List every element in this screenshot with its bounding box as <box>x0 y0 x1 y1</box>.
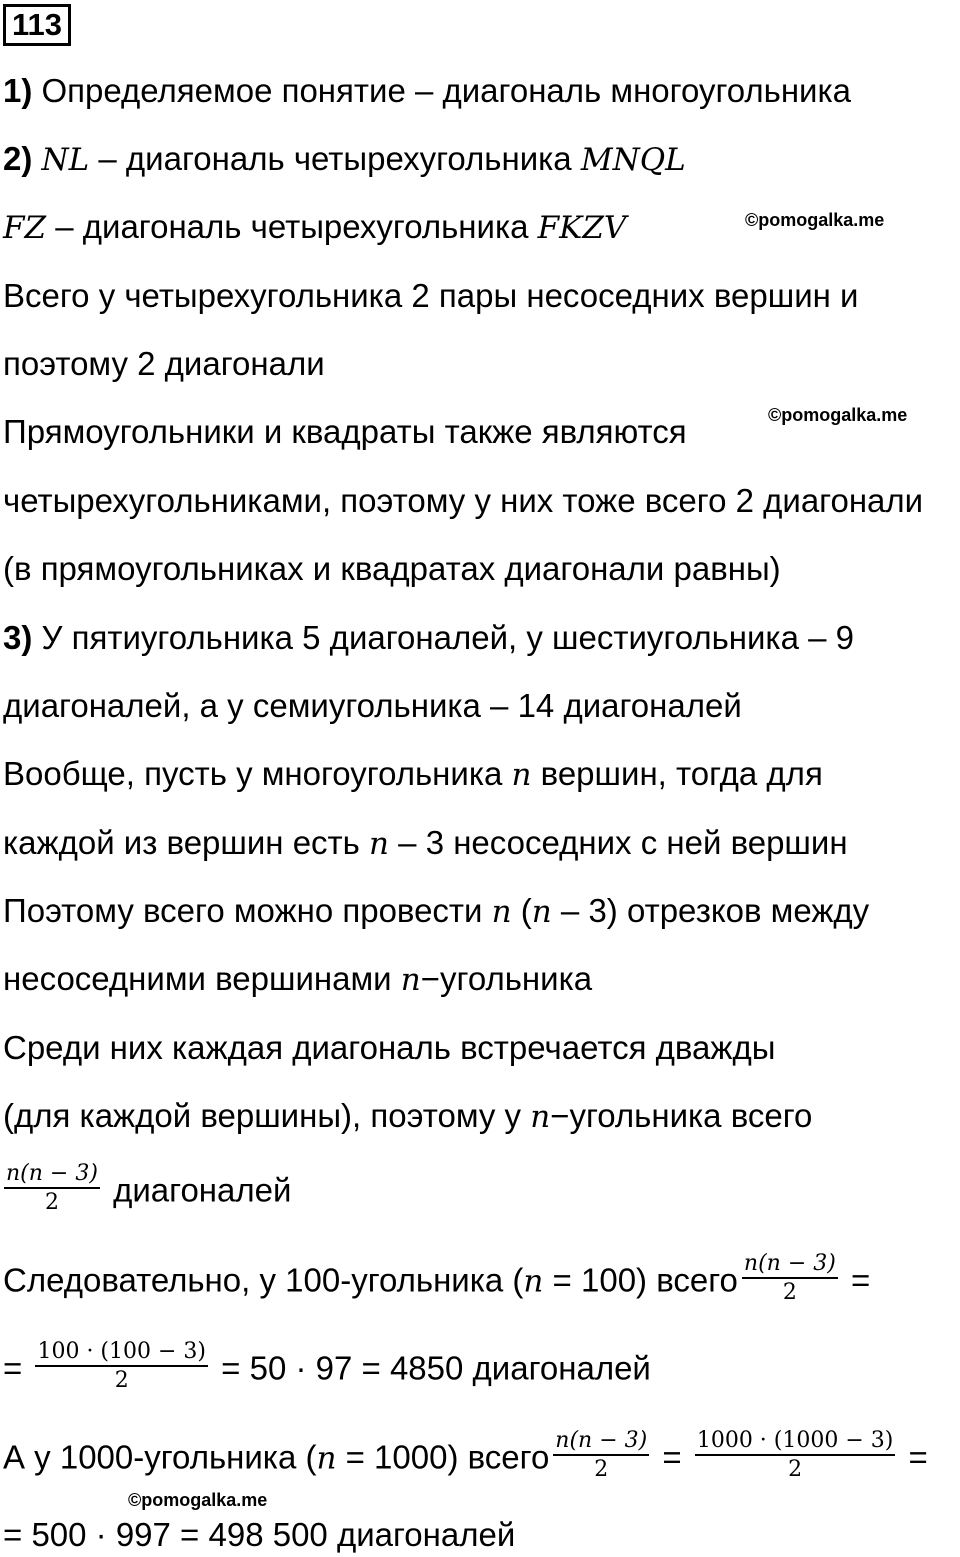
text-line <box>3 891 869 932</box>
fraction-denominator: 2 <box>594 1457 609 1482</box>
watermark: ©pomogalka.me <box>745 210 885 230</box>
fraction-numerator: 1000 · (1000 − 3) <box>695 1428 896 1456</box>
paragraph-2-line-1 <box>3 139 686 180</box>
var-n: n <box>523 1263 544 1300</box>
text: = 50 · 97 = 4850 диагоналей <box>212 1349 651 1387</box>
fraction <box>4 1161 100 1217</box>
text: Вообще, пусть у многоугольника <box>3 755 512 792</box>
text-line: диагоналей, а у семиугольника – 14 диагоналей <box>3 687 742 724</box>
text: вершин, тогда для <box>531 755 823 792</box>
text-line: (в прямоугольниках и квадратах диагонали равны) <box>3 550 781 587</box>
text: У пятиугольника 5 диагоналей, у шестиугольника – 9 <box>32 619 854 656</box>
paragraph-2-line-2 <box>3 207 626 248</box>
text-line: Всего у четырехугольника 2 пары несоседних вершин и <box>3 277 859 314</box>
text: = <box>841 1261 871 1299</box>
var-fz: FZ <box>3 210 47 246</box>
formula-line <box>0 1161 292 1221</box>
fraction <box>742 1251 838 1307</box>
paragraph-1 <box>3 71 851 111</box>
text-line <box>3 1096 812 1137</box>
text: (для каждой вершины), поэтому у <box>3 1097 531 1134</box>
watermark: ©pomogalka.me <box>768 405 908 425</box>
text-line: поэтому 2 диагонали <box>3 345 325 382</box>
var-fkzv: FKZV <box>537 210 627 246</box>
text: – диагональ четырехугольника <box>46 208 538 245</box>
var-mnql: MNQL <box>580 142 686 178</box>
fraction <box>35 1339 208 1395</box>
fraction-denominator: 2 <box>788 1457 803 1482</box>
formula-line <box>3 1339 651 1399</box>
formula-line <box>3 1428 928 1488</box>
text-line <box>3 823 848 864</box>
text: ( <box>511 892 532 929</box>
text: – диагональ четырехугольника <box>89 140 581 177</box>
var-n: n <box>400 962 421 998</box>
text: −угольника всего <box>550 1097 813 1134</box>
text: = <box>653 1438 691 1476</box>
text: Поэтому всего можно провести <box>3 892 492 929</box>
text: = 1000) всего <box>336 1438 550 1476</box>
fraction-numerator: n(n − 3) <box>6 1161 98 1186</box>
fraction-numerator: 100 · (100 − 3) <box>35 1339 208 1367</box>
text: – 3 несоседних с ней вершин <box>389 824 848 861</box>
item-label-2: 2) <box>3 140 33 177</box>
text: – 3) отрезков между <box>551 892 870 929</box>
text-line: четырехугольниками, поэтому у них тоже всего 2 диагонали <box>3 482 924 519</box>
text: Следовательно, у 100-угольника ( <box>3 1261 524 1299</box>
text: −угольника <box>420 960 593 997</box>
var-n: n <box>511 757 532 793</box>
item-label-1: 1) <box>3 72 33 109</box>
var-n: n <box>531 894 552 930</box>
text: несоседними вершинами <box>3 960 401 997</box>
text-line: = 500 · 997 = 498 500 диагоналей <box>3 1516 516 1553</box>
var-n: n <box>530 1099 551 1135</box>
formula-line <box>3 1251 871 1311</box>
fraction-denominator: 2 <box>782 1280 797 1305</box>
text-line <box>3 959 592 1000</box>
fraction-numerator: n(n − 3) <box>743 1251 836 1276</box>
var-nl: NL <box>41 142 90 178</box>
item-label-3: 3) <box>3 619 33 656</box>
var-n: n <box>316 1440 337 1477</box>
paragraph-3-line-1 <box>3 618 854 658</box>
fraction <box>695 1428 896 1484</box>
text-line <box>3 754 823 795</box>
text-line: Прямоугольники и квадраты также являются <box>3 413 687 450</box>
fraction-denominator: 2 <box>114 1368 129 1393</box>
text: = <box>899 1438 928 1476</box>
text: = <box>3 1349 32 1387</box>
text-line: Среди них каждая диагональ встречается дважды <box>3 1029 776 1066</box>
text: каждой из вершин есть <box>3 824 370 861</box>
fraction-numerator: n(n − 3) <box>555 1428 648 1453</box>
text: диагоналей <box>103 1171 292 1209</box>
fraction-denominator: 2 <box>44 1190 59 1215</box>
text: А у 1000-угольника ( <box>3 1438 317 1476</box>
definition-text: Определяемое понятие – диагональ многоугольника <box>32 72 852 109</box>
var-n: n <box>369 826 389 862</box>
fraction <box>553 1428 649 1484</box>
watermark: ©pomogalka.me <box>128 1490 268 1510</box>
var-n: n <box>491 894 512 930</box>
problem-number: 113 <box>3 4 71 46</box>
text: = 100) всего <box>543 1261 738 1299</box>
